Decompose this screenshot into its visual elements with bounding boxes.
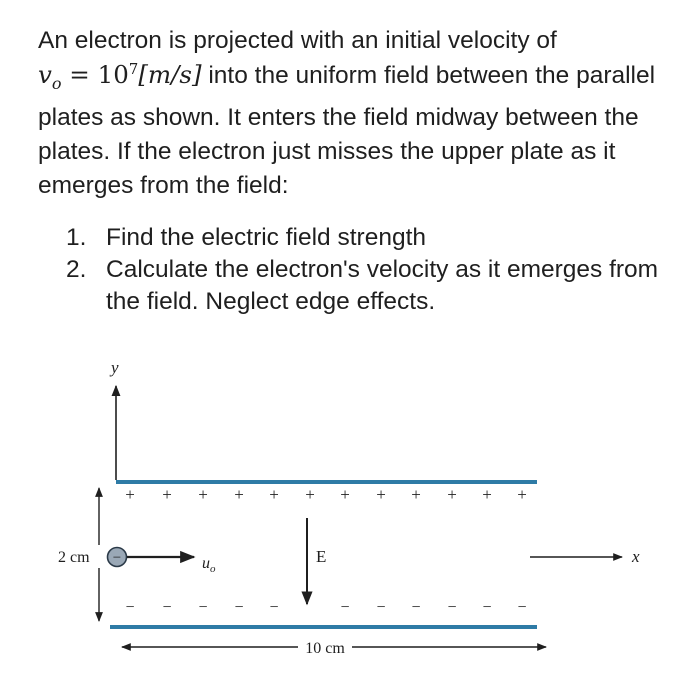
electron-charge-sign: − [112, 550, 122, 566]
length-label: 10 cm [305, 640, 345, 657]
plus-charge: + [198, 485, 208, 504]
negative-charges [125, 599, 526, 616]
field-label: E [316, 547, 327, 566]
velocity-label [202, 555, 216, 575]
task-list [66, 222, 666, 318]
ten-base: 10 [97, 60, 129, 89]
intro-rest: into the uniform field between the parallel plates as shown. It enters the field midway between the plates. If the electron just misses the upper plate as it emerges from the field: [38, 62, 656, 199]
intro-line-1: An electron is projected with an initial velocity of [38, 27, 557, 54]
task-text: Calculate the electron's velocity as it emerges from the field. Neglect edge effects. [106, 256, 659, 315]
plus-charge: + [517, 485, 527, 504]
gap-label: 2 cm [58, 549, 90, 566]
minus-charge: − [125, 599, 135, 616]
x-axis-label: x [632, 547, 640, 566]
minus-charge: − [340, 599, 350, 616]
equals-sign: = [69, 60, 90, 89]
task-item [66, 254, 666, 318]
y-axis-label: y [111, 358, 119, 377]
plus-charge: + [269, 485, 279, 504]
plus-charge: + [411, 485, 421, 504]
minus-charge: − [162, 599, 172, 616]
velocity-label-sub: o [210, 563, 216, 575]
velocity-symbol: v [38, 60, 52, 89]
task-item [66, 222, 666, 254]
positive-charges [125, 485, 527, 504]
plus-charge: + [340, 485, 350, 504]
problem-statement [38, 24, 668, 203]
exponent: 7 [128, 60, 139, 78]
minus-charge: − [376, 599, 386, 616]
plus-charge: + [482, 485, 492, 504]
minus-charge: − [234, 599, 244, 616]
plus-charge: + [125, 485, 135, 504]
task-number: 1. [66, 224, 87, 251]
minus-charge: − [198, 599, 208, 616]
minus-charge: − [517, 599, 527, 616]
unit: [m/s] [138, 60, 202, 89]
plus-charge: + [376, 485, 386, 504]
minus-charge: − [269, 599, 279, 616]
velocity-expression [38, 60, 202, 93]
task-number: 2. [66, 256, 87, 283]
minus-charge: − [411, 599, 421, 616]
velocity-label-main: u [202, 555, 210, 572]
minus-charge: − [447, 599, 457, 616]
plus-charge: + [305, 485, 315, 504]
task-text: Find the electric field strength [106, 224, 427, 251]
plus-charge: + [234, 485, 244, 504]
parallel-plates-diagram [0, 350, 700, 697]
plus-charge: + [447, 485, 457, 504]
velocity-subscript: o [51, 73, 62, 93]
plus-charge: + [162, 485, 172, 504]
minus-charge: − [482, 599, 492, 616]
